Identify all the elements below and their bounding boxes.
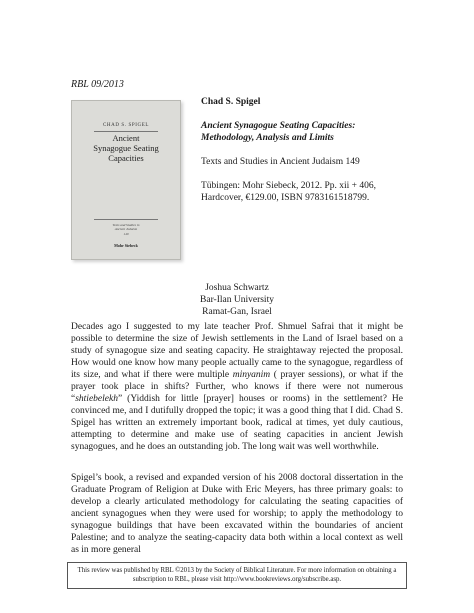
publication-info (201, 180, 411, 204)
reviewer-location: Ramat-Gan, Israel (202, 307, 272, 317)
book-cover-image (71, 100, 181, 260)
cover-title-line: Capacities (108, 153, 144, 163)
footer-notice (67, 562, 407, 589)
cover-title-line: Synagogue Seating (93, 143, 159, 153)
cover-series-line: Ancient Judaism (114, 227, 138, 232)
book-title-line: Methodology, Analysis and Limits (201, 133, 334, 143)
cover-rule-bottom (94, 219, 158, 220)
cover-author: CHAD S. SPIGEL (102, 123, 150, 128)
cover-rule-top (94, 131, 158, 132)
book-title (201, 120, 411, 144)
review-paragraph (71, 321, 403, 453)
paragraph-text: ( prayer sessions), or what if the prayer took place in shifts? Further, who knows if there were not numerous “ (71, 370, 403, 404)
reviewer-block (71, 282, 403, 318)
cover-series-line: 149 (123, 231, 129, 236)
book-series: Texts and Studies in Ancient Judaism 149 (201, 157, 360, 167)
book-metadata (201, 96, 411, 204)
review-paragraph: Spigel’s book, a revised and expanded version of his 2008 doctoral dissertation in the Graduate Program of Religion at Duke with Eric Meyers, has three primary goals: to develop a clearly articulated methodology for calculating the seating capacities of ancient synagogues when they were used for worship; to apply the methodology to synagogue buildings that have been excavated within the boundaries of ancient Palestine; and to analyze the seating-capacity data both within a local context as well as in more general (71, 473, 403, 555)
book-title-line: Ancient Synagogue Seating Capacities: (201, 121, 356, 131)
rbl-issue-label: RBL 09/2013 (71, 79, 124, 90)
cover-series-line: Texts and Studies in (112, 223, 140, 227)
publication-line: Tübingen: Mohr Siebeck, 2012. Pp. xii + 406, (201, 181, 377, 191)
reviewer-institution: Bar-Ilan University (200, 295, 274, 305)
cover-title-line: Ancient (112, 133, 140, 143)
footer-line: subscription to RBL, please visit http://www.bookreviews.org/subscribe.asp. (132, 576, 342, 583)
footer-line: This review was published by RBL ©2013 by the Society of Biblical Literature. For more information on obtaining a (77, 567, 397, 574)
cover-series (82, 223, 170, 236)
reviewer-name: Joshua Schwartz (205, 283, 269, 293)
paragraph-text: ” (Yiddish for little [prayer] houses or rooms) in the settlement? He convinced me, and I dutifully dropped the topic; it was a good thing that I did. Chad S. Spigel has written an extremely important book, radical at times, yet duly cautious, attempting to determine and make use of seating capacities in ancient Jewish synagogues, and he does an outstanding job. The long wait was well worthwhile. (71, 394, 403, 452)
cover-publisher: Mohr Siebeck (114, 243, 138, 248)
italic-term: minyanim (232, 370, 271, 380)
book-author: Chad S. Spigel (201, 97, 261, 107)
italic-term: shtiebelekh (75, 394, 118, 404)
cover-title (78, 133, 174, 163)
paragraph-text: Decades ago I suggested to my late teacher Prof. Shmuel Safrai that it might be possible to determine the size of Jewish settlements in the Land of Israel based on a study of synagogue size and seating capacity. He straightaway rejected the proposal. How would one know how many people actually came to the synagogue, regardless of its size, and what if there were multiple (71, 322, 403, 380)
publication-line: Hardcover, €129.00, ISBN 9783161518799. (201, 193, 370, 203)
